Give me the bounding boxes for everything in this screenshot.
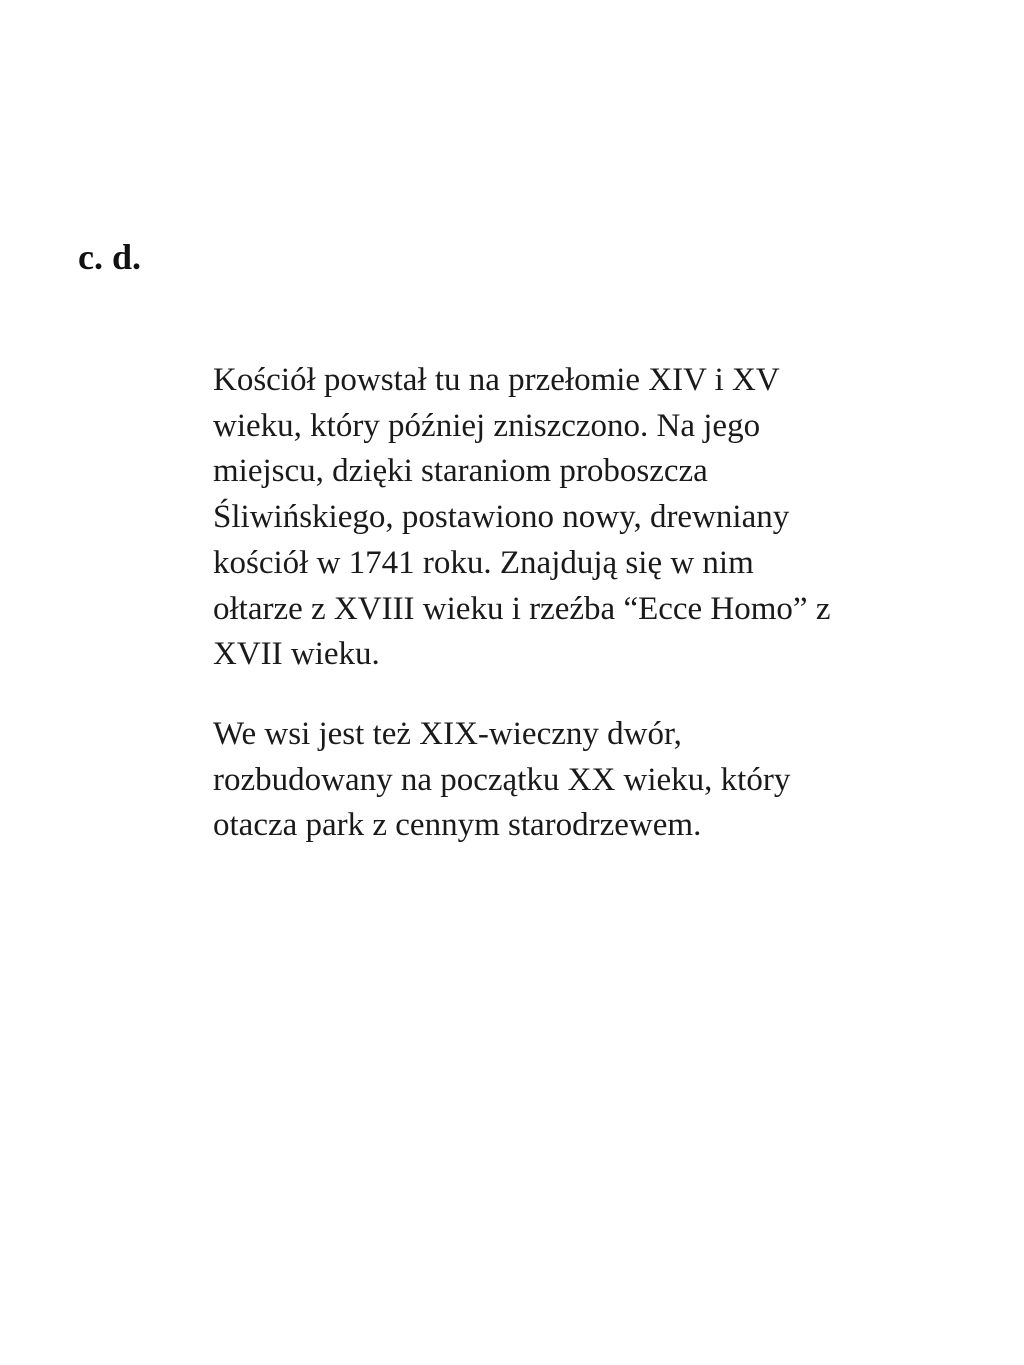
text-line: Śliwińskiego, postawiono nowy, drewniany xyxy=(213,499,790,536)
paragraph-manor xyxy=(213,712,953,849)
text-line: miejscu, dzięki staraniom proboszcza xyxy=(213,453,708,490)
text-line: ołtarze z XVIII wieku i rzeźba “Ecce Homo” z xyxy=(213,590,831,627)
text-line: otacza park z cennym starodrzewem. xyxy=(213,807,702,844)
text-line: kościół w 1741 roku. Znajdują się w nim xyxy=(213,544,754,581)
text-line: XVII wieku. xyxy=(213,636,380,673)
body-text xyxy=(213,358,953,849)
text-line: Kościół powstał tu na przełomie XIV i XV xyxy=(213,362,780,398)
text-line: rozbudowany na początku XX wieku, który xyxy=(213,761,791,798)
page-heading: c. d. xyxy=(78,237,141,277)
paragraph-church xyxy=(213,358,953,678)
text-line: wieku, który później zniszczono. Na jego xyxy=(213,407,761,444)
text-line: We wsi jest też XIX-wieczny dwór, xyxy=(213,715,682,752)
